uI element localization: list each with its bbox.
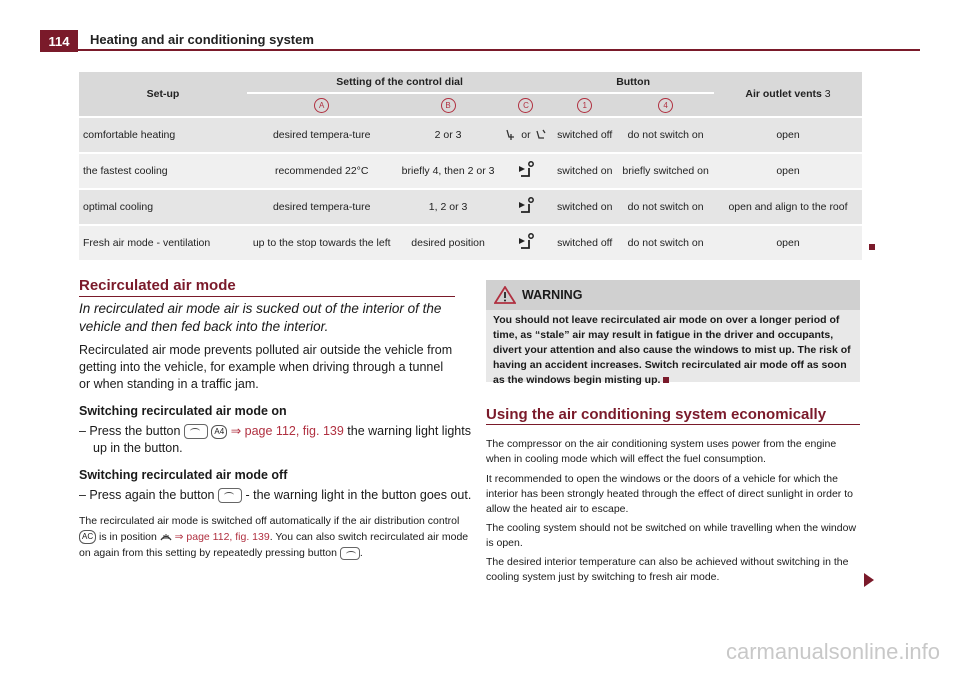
recirc-off-step: – Press again the button - the warning light in the button goes out.: [79, 488, 472, 502]
recirc-note-line2: AC is in position ⇒ page 112, fig. 139. You can also switch recirculated air mode: [79, 530, 468, 545]
table-row: optimal cooling desired tempera-ture 1, 2 or 3 switched on do not switch on open and align to the roof: [79, 189, 862, 225]
table-row: the fastest cooling recommended 22°C briefly 4, then 2 or 3 switched on briefly switched on open: [79, 153, 862, 189]
ref-ac: AC: [79, 530, 96, 544]
recirc-on-step: – Press the button A4 ⇒ page 112, fig. 139 the warning light lights: [79, 424, 471, 438]
warning-header: [486, 280, 860, 310]
header-divider: [40, 49, 920, 51]
seat-defrost-icon: [534, 128, 548, 142]
ref-a4: A4: [211, 425, 227, 439]
warning-title: WARNING: [522, 288, 583, 302]
subheader-c: C: [500, 93, 552, 117]
col-vents-header: Air outlet vents 3: [714, 72, 862, 117]
page-number: 114: [40, 30, 78, 52]
col-dial-header: Setting of the control dial: [247, 72, 552, 93]
economy-p1: The compressor on the air conditioning system uses power from the engine when in cooling mode which will effect the fuel consumption.: [486, 438, 837, 465]
subheader-4: 4: [617, 93, 714, 117]
subheader-1: 1: [552, 93, 617, 117]
recirc-note-line1: The recirculated air mode is switched off automatically if the air distribution control: [79, 515, 460, 527]
recirc-intro: In recirculated air mode air is sucked out of the interior of the vehicle and then fed back into the interior.: [79, 301, 442, 334]
face-vent-icon: [515, 232, 537, 252]
recirc-on-heading: Switching recirculated air mode on: [79, 404, 287, 418]
watermark: carmanualsonline.info: [725, 639, 940, 664]
recirc-note-line3: on again from this setting by repeatedly pressing button .: [79, 547, 363, 559]
recirc-button-icon: [218, 488, 242, 503]
page-header-title: Heating and air conditioning system: [90, 32, 314, 47]
warning-text: You should not leave recirculated air mode on over a longer period of time, as “stale” air may result in fatigue in the driver and occupants, divert your attention and also cause the windows to mist up. The risk of having an accident increases. Switch recirculated air mode off as soon as the windows begin misting up.: [493, 314, 851, 386]
economy-title-rule: [486, 424, 860, 425]
economy-section-title: Using the air conditioning system economically: [486, 406, 827, 423]
settings-table: [79, 72, 862, 262]
recirc-button-icon: [340, 547, 360, 560]
warning-triangle-icon: [494, 286, 516, 304]
face-vent-icon: [515, 160, 537, 180]
recirc-button-icon: [184, 424, 208, 439]
defrost-icon: [160, 532, 172, 542]
section-end-mark: [869, 244, 875, 250]
subheader-a: A: [247, 93, 396, 117]
table-row: comfortable heating desired tempera-ture 2 or 3 or switched off do not switch on open: [79, 117, 862, 153]
recirc-off-heading: Switching recirculated air mode off: [79, 468, 288, 482]
section-end-mark: [663, 377, 669, 383]
economy-p2: It recommended to open the windows or the doors of a vehicle for which the interior has been strongly heated through the effect of direct sunlight in order to allow the heated air to escape.: [486, 473, 853, 515]
recirc-on-link[interactable]: ⇒ page 112, fig. 139: [230, 424, 344, 438]
col-setup-header: Set-up: [79, 72, 247, 117]
recirc-paragraph: Recirculated air mode prevents polluted air outside the vehicle from getting into the vehicle, for example when driving through a tunnel or when standing in a traffic jam.: [79, 343, 453, 391]
economy-p4: The desired interior temperature can also be achieved without switching in the cooling system just by switching to fresh air mode.: [486, 556, 849, 583]
table-row: Fresh air mode - ventilation up to the stop towards the left desired position switched off do not switch on open: [79, 225, 862, 261]
recirc-on-step-cont: up in the button.: [93, 441, 183, 455]
col-button-header: Button: [552, 72, 714, 93]
economy-p3: The cooling system should not be switched on while travelling when the window is open.: [486, 522, 857, 549]
recirc-title-rule: [79, 296, 455, 297]
recirc-note-link[interactable]: ⇒ page 112, fig. 139: [174, 531, 270, 543]
recirc-section-title: Recirculated air mode: [79, 277, 236, 294]
continue-arrow-icon: [864, 573, 874, 587]
subheader-b: B: [396, 93, 499, 117]
warning-box: [486, 280, 860, 386]
face-vent-icon: [515, 196, 537, 216]
seat-footwell-icon: [504, 128, 518, 142]
